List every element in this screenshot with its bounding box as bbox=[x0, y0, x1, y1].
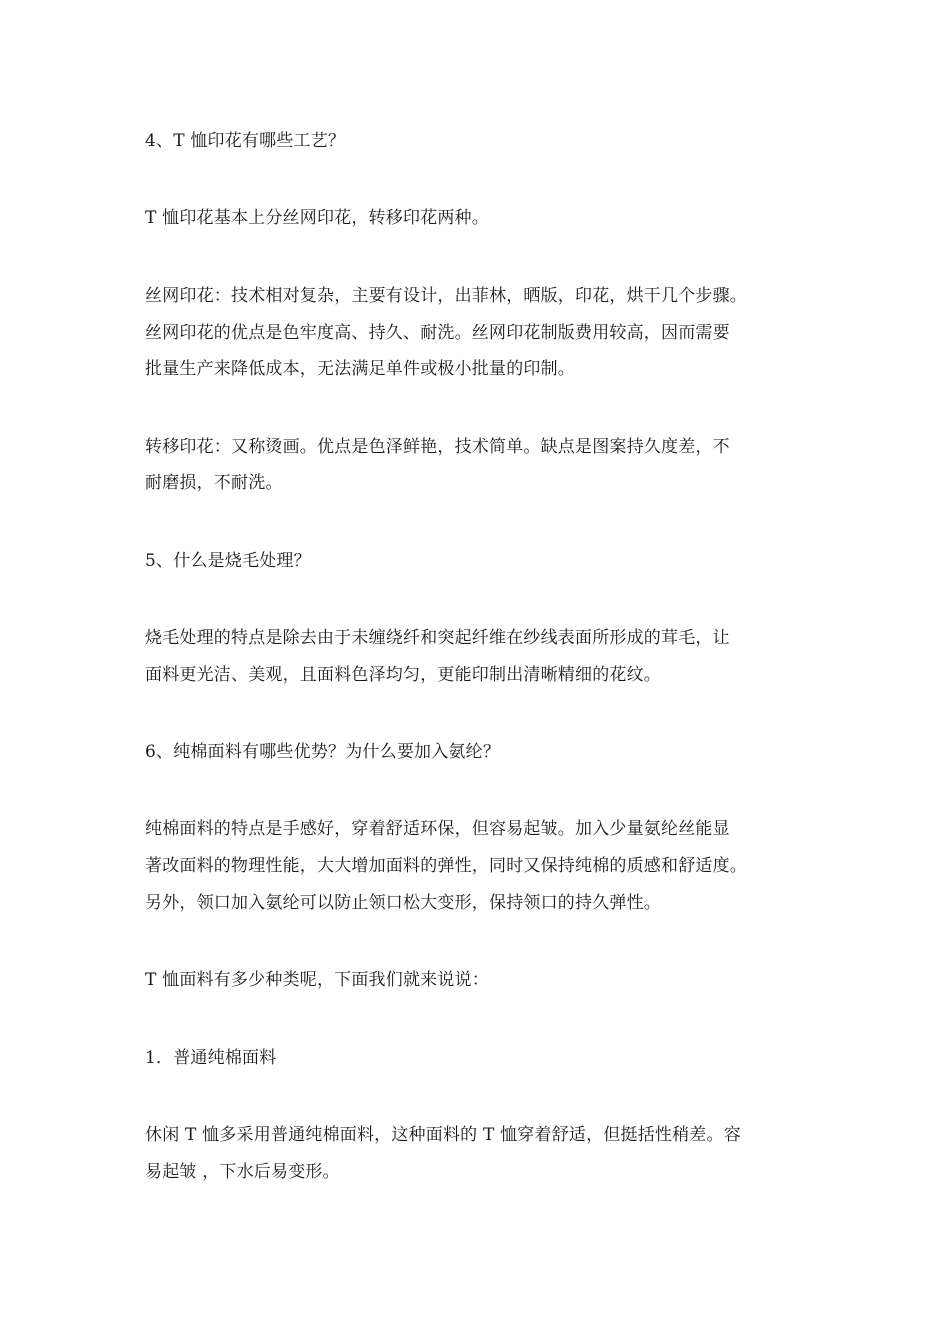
item1-heading: 1．普通纯棉面料 bbox=[145, 1048, 277, 1068]
screen-print-line-1: 丝网印花：技术相对复杂，主要有设计，出菲林，晒版，印花，烘干几个步骤。 bbox=[145, 286, 747, 306]
screen-print-line-3: 批量生产来降低成本，无法满足单件或极小批量的印制。 bbox=[145, 359, 575, 379]
cotton-line-2: 著改面料的物理性能，大大增加面料的弹性，同时又保持纯棉的质感和舒适度。 bbox=[145, 856, 747, 876]
cotton-line-1: 纯棉面料的特点是手感好，穿着舒适环保，但容易起皱。加入少量氨纶丝能显 bbox=[145, 819, 730, 839]
cotton-line-3: 另外，领口加入氨纶可以防止领口松大变形，保持领口的持久弹性。 bbox=[145, 893, 661, 913]
item1-line-1: 休闲 T 恤多采用普通纯棉面料，这种面料的 T 恤穿着舒适，但挺括性稍差。容 bbox=[145, 1125, 741, 1145]
q6-heading: 6、纯棉面料有哪些优势？为什么要加入氨纶？ bbox=[145, 742, 501, 762]
q5-heading: 5、什么是烧毛处理？ bbox=[145, 551, 311, 571]
item1-line-2: 易起皱 ，下水后易变形。 bbox=[145, 1162, 340, 1182]
singeing-line-2: 面料更光洁、美观，且面料色泽均匀，更能印制出清晰精细的花纹。 bbox=[145, 665, 661, 685]
q4-heading: 4、T 恤印花有哪些工艺？ bbox=[145, 131, 346, 151]
q4-intro: T 恤印花基本上分丝网印花，转移印花两种。 bbox=[145, 208, 489, 228]
singeing-line-1: 烧毛处理的特点是除去由于未缠绕纤和突起纤维在纱线表面所形成的茸毛，让 bbox=[145, 628, 730, 648]
transfer-print-line-1: 转移印花：又称烫画。优点是色泽鲜艳，技术简单。缺点是图案持久度差，不 bbox=[145, 437, 730, 457]
fabric-intro: T 恤面料有多少种类呢，下面我们就来说说： bbox=[145, 970, 489, 990]
transfer-print-line-2: 耐磨损，不耐洗。 bbox=[145, 473, 283, 493]
screen-print-line-2: 丝网印花的优点是色牢度高、持久、耐洗。丝网印花制版费用较高，因而需要 bbox=[145, 323, 730, 343]
